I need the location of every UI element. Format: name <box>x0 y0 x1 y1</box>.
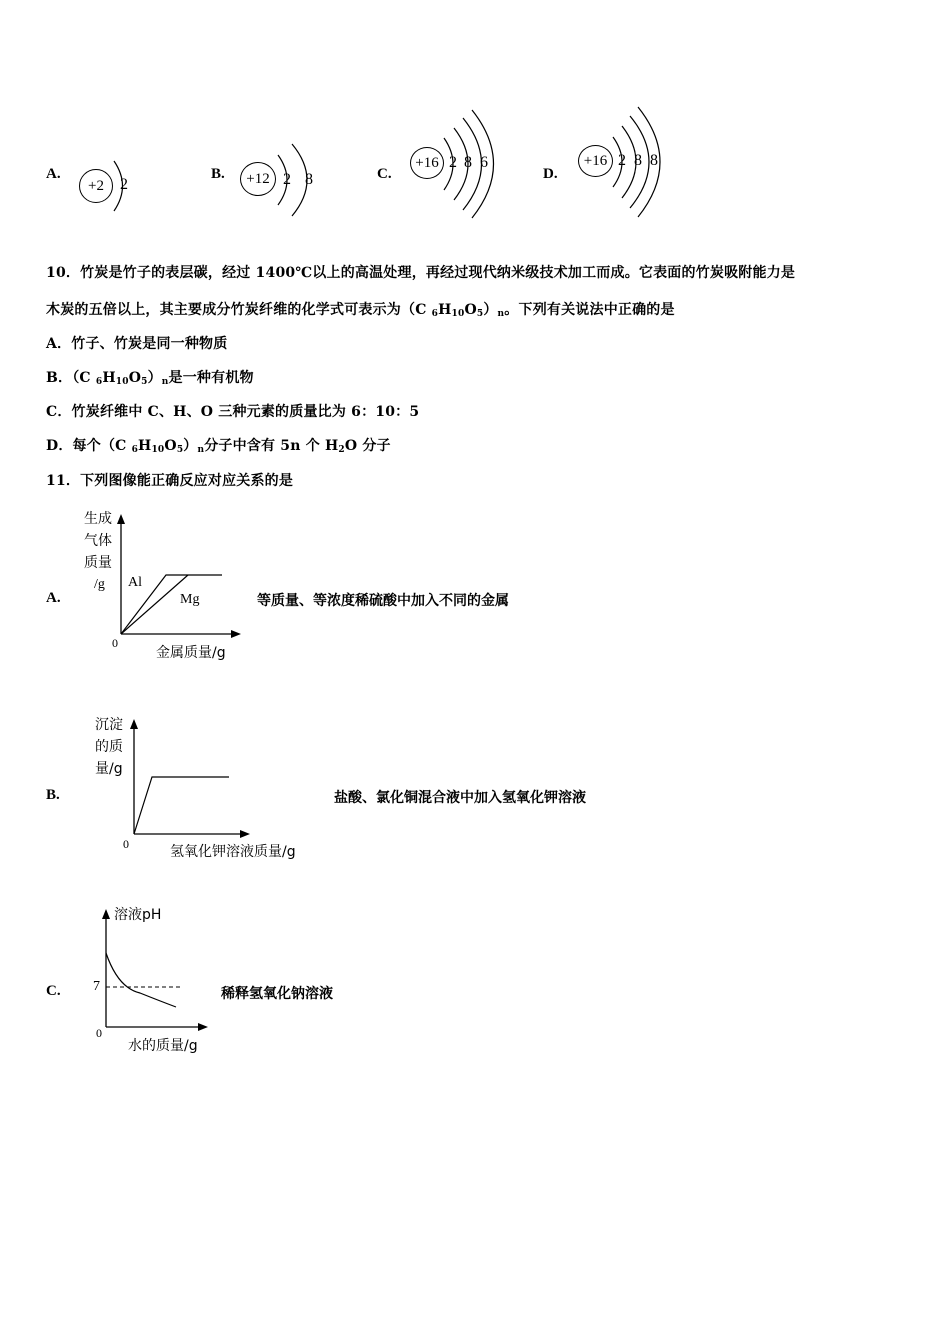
formula-text: H <box>138 438 152 454</box>
text: B．（C <box>46 370 96 386</box>
q10-option-b <box>46 367 254 387</box>
y-axis-label-line: 量/g <box>95 761 123 777</box>
ph-curve <box>106 953 176 1007</box>
series-mg-label: Mg <box>180 592 200 607</box>
nucleus: +16 <box>410 147 444 179</box>
text: 木炭的五倍以上，其主要成分竹炭纤维的化学式可表示为（C <box>46 302 432 318</box>
subscript: 10 <box>451 309 465 319</box>
subscript: n <box>497 309 505 319</box>
q11-stem: 11．下列图像能正确反应对应关系的是 <box>46 473 294 489</box>
formula-text: O <box>464 302 477 318</box>
q10-option-a: A．竹子、竹炭是同一种物质 <box>46 336 228 352</box>
origin-label: 0 <box>112 636 118 650</box>
text: O 分子 <box>344 438 391 454</box>
text: ） <box>483 302 498 318</box>
y-axis-arrow <box>130 719 138 729</box>
y-axis-label: 溶液pH <box>114 907 162 923</box>
q11-option-c-desc: 稀释氢氧化钠溶液 <box>221 986 333 1002</box>
text: 是一种有机物 <box>168 370 254 386</box>
shell-electron-count: 8 <box>464 154 472 171</box>
subscript: 6 <box>131 445 139 455</box>
q11-option-a-label: A. <box>46 590 61 606</box>
formula-text: H <box>438 302 452 318</box>
series-al-label: Al <box>128 575 142 590</box>
text: 分子中含有 5n 个 H <box>204 438 339 454</box>
text: ） <box>183 438 198 454</box>
y-axis-label-line: 的质 <box>95 739 123 755</box>
formula-text: O <box>128 370 142 386</box>
x-axis-label: 水的质量/g <box>128 1038 198 1054</box>
text: D．每个（C <box>46 438 132 454</box>
y-axis-arrow <box>102 909 110 919</box>
ph-reference-label: 7 <box>93 979 100 994</box>
shell-electron-count: 8 <box>305 171 313 188</box>
subscript: n <box>197 445 205 455</box>
graph-c-axes-and-lines <box>0 0 1 1</box>
q9-option-c-label: C. <box>377 166 392 182</box>
origin-label: 0 <box>96 1026 102 1040</box>
q9-option-b-label: B. <box>211 166 225 182</box>
q11-option-b-desc: 盐酸、氯化铜混合液中加入氢氧化钾溶液 <box>334 790 586 806</box>
q11-option-a-desc: 等质量、等浓度稀硫酸中加入不同的金属 <box>257 593 509 609</box>
q9-option-a-label: A. <box>46 166 61 182</box>
subscript: 5 <box>476 309 484 319</box>
shell-electron-count: 8 <box>650 152 658 169</box>
shell-electron-count: 2 <box>449 154 457 171</box>
origin-label: 0 <box>123 837 129 851</box>
subscript: 6 <box>95 377 103 387</box>
shell-electron-count: 2 <box>283 171 291 188</box>
shell-electron-count: 2 <box>120 176 128 193</box>
x-axis-arrow <box>240 830 250 838</box>
nucleus: +2 <box>79 169 113 203</box>
subscript: n <box>161 377 169 387</box>
q10-stem-line2 <box>46 299 675 319</box>
q10-stem-line1: 10．竹炭是竹子的表层碳，经过 1400℃以上的高温处理，再经过现代纳米级技术加工而成。它表面的竹炭吸附能力是 <box>46 265 796 281</box>
y-axis-arrow <box>117 514 125 524</box>
subscript: 10 <box>115 377 129 387</box>
y-axis-label-line: /g <box>94 577 105 592</box>
q9-option-d-label: D. <box>543 166 558 182</box>
nucleus: +12 <box>240 162 276 196</box>
subscript: 10 <box>151 445 165 455</box>
y-axis-label-line: 质量 <box>84 555 112 571</box>
subscript: 5 <box>176 445 184 455</box>
y-axis-label-line: 沉淀 <box>95 717 123 733</box>
formula-text: H <box>102 370 116 386</box>
shell-electron-count: 6 <box>480 154 488 171</box>
x-axis-arrow <box>231 630 241 638</box>
q11-option-c-label: C. <box>46 983 61 999</box>
text: 。下列有关说法中正确的是 <box>504 302 675 318</box>
precipitate-line <box>134 777 229 834</box>
q10-option-d <box>46 435 391 455</box>
y-axis-label-line: 气体 <box>84 533 112 549</box>
formula-text: O <box>164 438 177 454</box>
subscript: 2 <box>338 445 345 455</box>
y-axis-label-line: 生成 <box>84 511 112 527</box>
x-axis-label: 金属质量/g <box>156 645 226 661</box>
x-axis-label: 氢氧化钾溶液质量/g <box>170 844 296 860</box>
text: ） <box>147 370 162 386</box>
q11-option-b-label: B. <box>46 787 60 803</box>
x-axis-arrow <box>198 1023 208 1031</box>
subscript: 5 <box>141 377 148 387</box>
shell-electron-count: 8 <box>634 152 642 169</box>
subscript: 6 <box>431 309 439 319</box>
shell-electron-count: 2 <box>618 152 626 169</box>
nucleus: +16 <box>578 145 613 177</box>
q10-option-c: C．竹炭纤维中 C、H、O 三种元素的质量比为 6：10：5 <box>46 404 420 420</box>
